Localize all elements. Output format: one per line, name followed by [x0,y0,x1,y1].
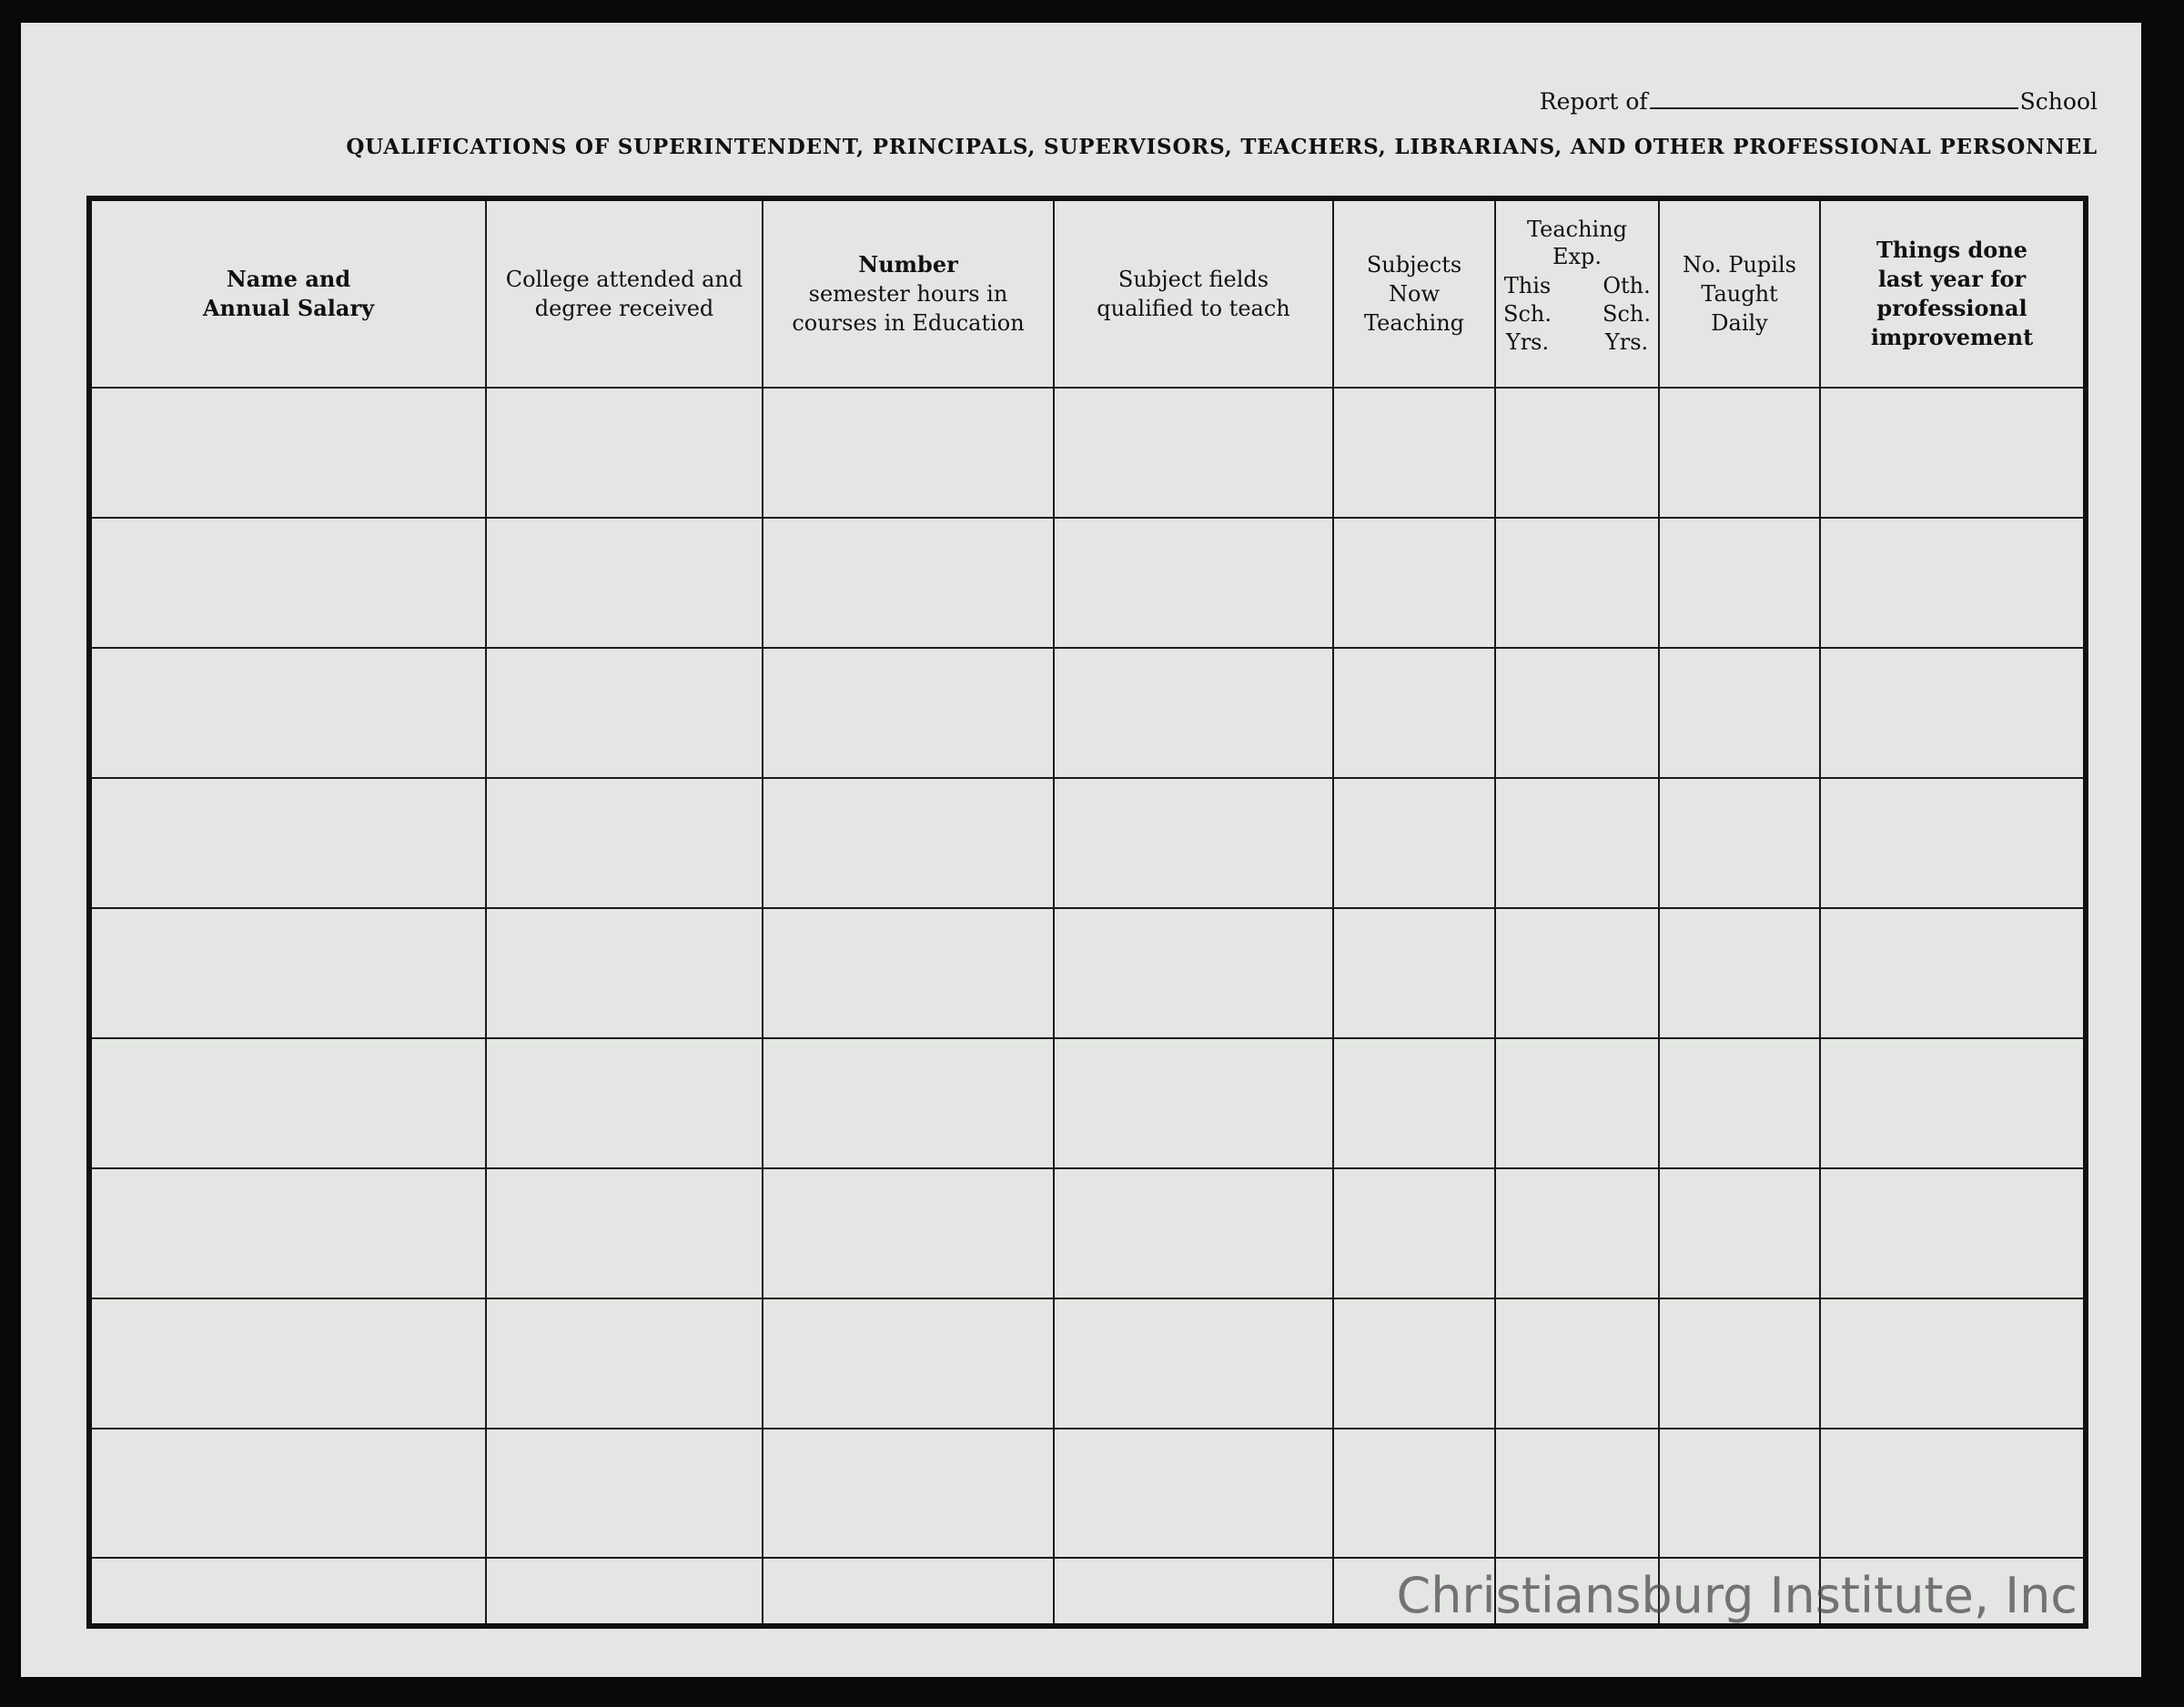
entry-cell[interactable] [763,1558,1054,1623]
entry-cell[interactable] [1495,1038,1659,1168]
entry-cell[interactable] [92,1038,486,1168]
col-header-line: Taught [1701,281,1778,307]
entry-cell[interactable] [1333,908,1495,1038]
col-header-subject-fields [1054,201,1333,388]
entry-cell[interactable] [92,1558,486,1623]
table-row [92,778,2083,908]
entry-cell[interactable] [1820,1298,2083,1429]
entry-cell[interactable] [486,1168,763,1298]
col-header-line: last year for [1877,266,2027,292]
entry-cell[interactable] [1495,908,1659,1038]
entry-cell[interactable] [1333,1168,1495,1298]
entry-cell[interactable] [1054,388,1333,518]
entry-cell[interactable] [1054,1429,1333,1559]
entry-cell[interactable] [763,518,1054,648]
col-header-line: Annual Salary [202,295,375,321]
entry-cell[interactable] [1659,518,1820,648]
entry-cell[interactable] [1659,648,1820,778]
col-header-line: semester hours in [808,281,1008,307]
entry-cell[interactable] [1054,648,1333,778]
col-header-line: degree received [534,296,714,321]
col-header-line: Number [858,251,958,278]
entry-cell[interactable] [92,648,486,778]
form-page [21,23,2141,1677]
col-header-line: Subject fields [1117,267,1269,292]
entry-cell[interactable] [92,1429,486,1559]
entry-cell[interactable] [1820,1038,2083,1168]
table-row [92,648,2083,778]
entry-cell[interactable] [763,648,1054,778]
col-header-line: Now [1389,281,1440,307]
report-of-label: Report of [1539,88,1648,115]
qualifications-table [92,201,2083,1623]
entry-cell[interactable] [1333,518,1495,648]
table-row [92,1429,2083,1559]
col-header-name-salary [92,201,486,388]
col-header-line: Daily [1711,310,1768,336]
header-row [92,201,2083,388]
qualifications-table-frame [86,196,2088,1629]
col-header-line: College attended and [505,267,743,292]
entry-cell[interactable] [92,388,486,518]
entry-cell[interactable] [486,1429,763,1559]
school-label: School [2019,88,2098,115]
col-header-semester-hours [763,201,1054,388]
col-header-line: qualified to teach [1097,296,1290,321]
entry-cell[interactable] [486,648,763,778]
entry-cell[interactable] [1659,778,1820,908]
col-header-professional-improvement [1820,201,2083,388]
teaching-exp-subcolumns [1496,272,1658,357]
teaching-exp-block [1496,201,1658,387]
entry-cell[interactable] [1495,648,1659,778]
entry-cell[interactable] [1054,908,1333,1038]
table-row [92,1298,2083,1429]
entry-cell[interactable] [1820,648,2083,778]
col-header-college [486,201,763,388]
entry-cell[interactable] [763,1168,1054,1298]
col-header-line: Things done [1876,237,2028,263]
entry-cell[interactable] [763,1429,1054,1559]
table-row [92,1168,2083,1298]
entry-cell[interactable] [1054,1298,1333,1429]
col-header-line: Yrs. [1604,329,1649,355]
entry-cell[interactable] [763,388,1054,518]
entry-cell[interactable] [1820,908,2083,1038]
col-header-line: Yrs. [1505,329,1550,355]
entry-cell[interactable] [92,1168,486,1298]
this-school-years-header [1503,272,1552,357]
entry-cell[interactable] [1054,518,1333,648]
entry-cell[interactable] [1659,908,1820,1038]
col-header-line: Teaching [1363,310,1465,336]
entry-cell[interactable] [92,518,486,648]
entry-cell[interactable] [1495,1168,1659,1298]
entry-cell[interactable] [92,1298,486,1429]
entry-cell[interactable] [1495,388,1659,518]
entry-cell[interactable] [1820,778,2083,908]
watermark: Christiansburg Institute, Inc [1396,1567,2078,1624]
col-header-line: improvement [1870,324,2034,350]
col-header-line: Subjects [1366,252,1462,278]
entry-cell[interactable] [763,1298,1054,1429]
col-header-line: This [1503,273,1552,298]
entry-cell[interactable] [1820,388,2083,518]
col-header-line: No. Pupils [1683,252,1796,278]
report-of-line [1540,88,2098,115]
entry-cell[interactable] [1333,1429,1495,1559]
col-header-line: Sch. [1503,301,1552,327]
entry-rows [92,388,2083,1623]
col-header-line: courses in Education [792,310,1025,336]
table-row [92,388,2083,518]
entry-cell[interactable] [1820,518,2083,648]
col-header-line: Oth. [1603,273,1651,298]
entry-cell[interactable] [486,1558,763,1623]
entry-cell[interactable] [1054,778,1333,908]
entry-cell[interactable] [763,1038,1054,1168]
entry-cell[interactable] [1333,388,1495,518]
entry-cell[interactable] [486,1038,763,1168]
entry-cell[interactable] [486,778,763,908]
col-header-subjects-now [1333,201,1495,388]
entry-cell[interactable] [92,908,486,1038]
col-header-line: Sch. [1603,301,1651,327]
col-header-line: Exp. [1552,244,1603,269]
entry-cell[interactable] [1659,1168,1820,1298]
entry-cell[interactable] [486,908,763,1038]
entry-cell[interactable] [1495,1298,1659,1429]
col-header-line: Name and [226,266,351,292]
entry-cell[interactable] [1659,1298,1820,1429]
table-row [92,908,2083,1038]
entry-cell[interactable] [1820,1168,2083,1298]
entry-cell[interactable] [1054,1038,1333,1168]
entry-cell[interactable] [763,778,1054,908]
entry-cell[interactable] [1495,778,1659,908]
entry-cell[interactable] [486,518,763,648]
entry-cell[interactable] [763,908,1054,1038]
col-header-teaching-exp [1495,201,1659,388]
col-header-line: Teaching [1526,217,1628,242]
school-name-blank[interactable] [1650,107,2018,109]
entry-cell[interactable] [1820,1429,2083,1559]
entry-cell[interactable] [1054,1558,1333,1623]
other-school-years-header [1603,272,1651,357]
entry-cell[interactable] [1495,518,1659,648]
entry-cell[interactable] [1333,1038,1495,1168]
entry-cell[interactable] [1659,1429,1820,1559]
entry-cell[interactable] [92,778,486,908]
entry-cell[interactable] [1333,778,1495,908]
entry-cell[interactable] [1333,1298,1495,1429]
col-header-pupils-taught [1659,201,1820,388]
entry-cell[interactable] [486,1298,763,1429]
table-row [92,518,2083,648]
entry-cell[interactable] [1659,388,1820,518]
form-title: QUALIFICATIONS OF SUPERINTENDENT, PRINCIPALS, SUPERVISORS, TEACHERS, LIBRARIANS, AND OTHER PROFESSIONAL PERSONNEL [346,135,2098,159]
entry-cell[interactable] [1659,1038,1820,1168]
col-header-line: professional [1876,295,2027,321]
entry-cell[interactable] [1333,648,1495,778]
entry-cell[interactable] [486,388,763,518]
entry-cell[interactable] [1495,1429,1659,1559]
entry-cell[interactable] [1054,1168,1333,1298]
table-row [92,1038,2083,1168]
